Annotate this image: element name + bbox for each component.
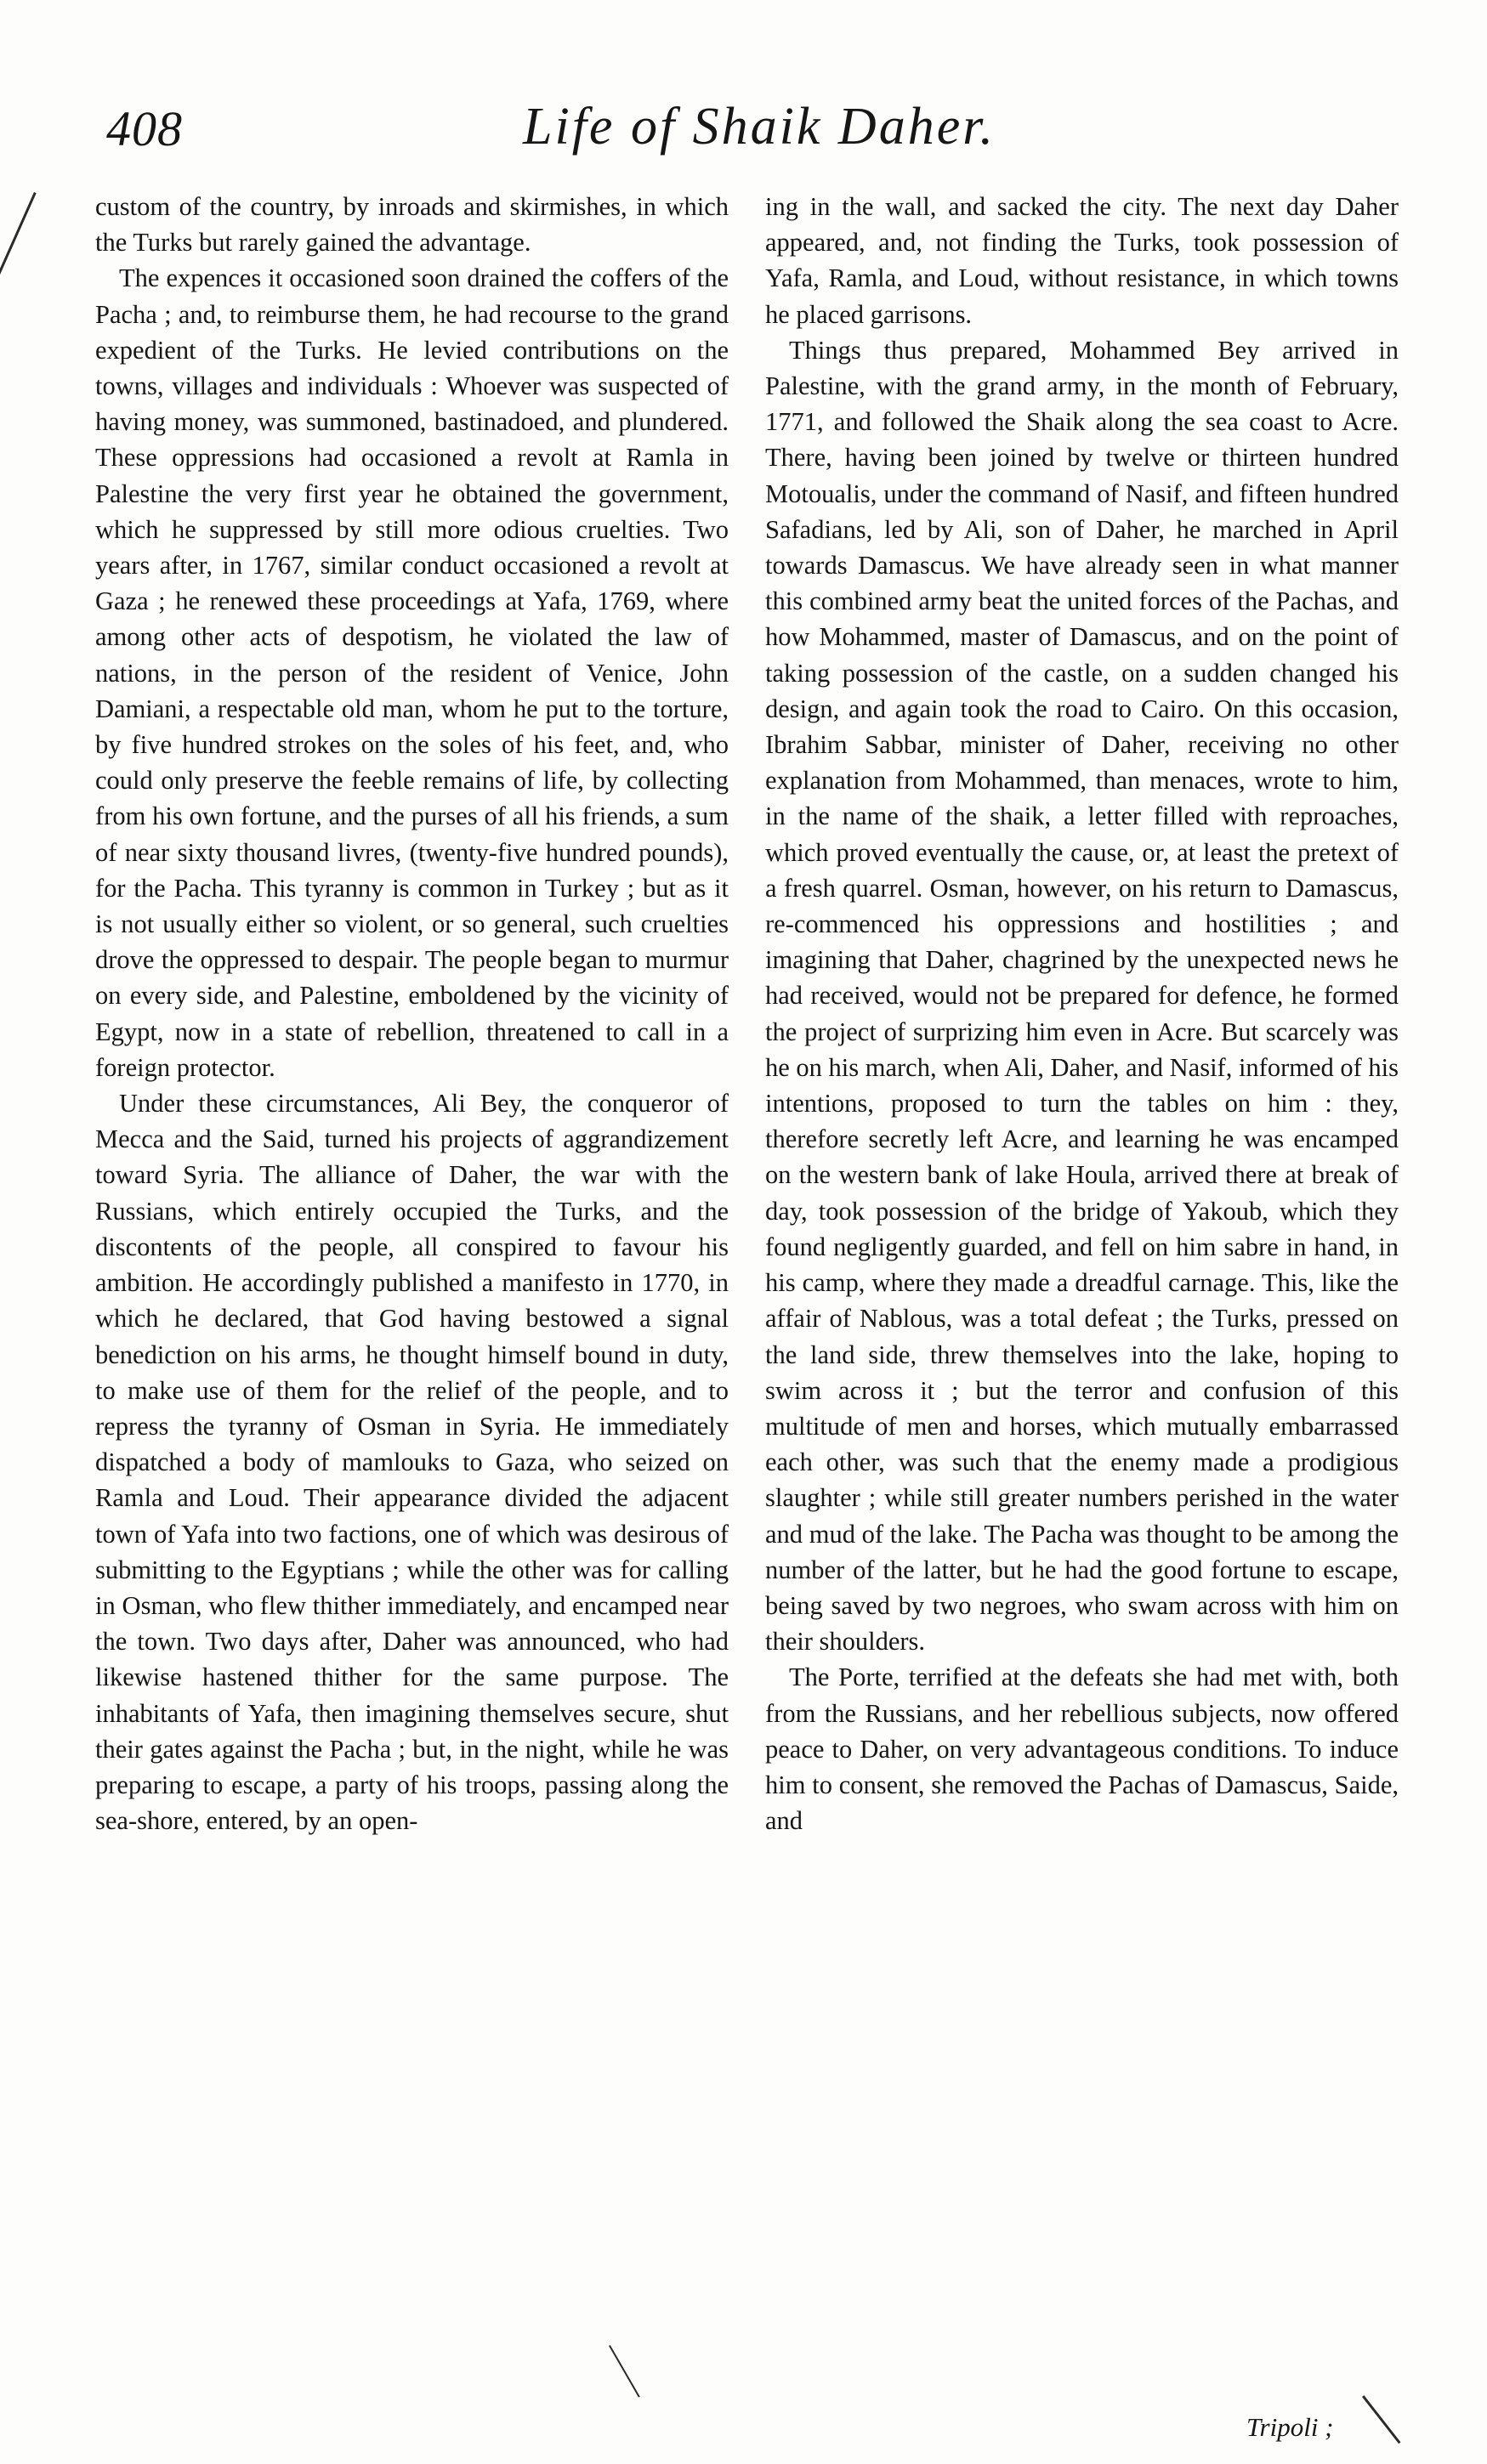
running-head bbox=[106, 100, 1382, 177]
left-column bbox=[95, 189, 729, 1838]
catchword: Tripoli ; bbox=[1246, 2412, 1334, 2442]
margin-pen-mark bbox=[0, 192, 37, 306]
left-paragraph-2: The expences it occasioned soon drained the coffers of the Pacha ; and, to reimburse them, he had recourse to the grand expedient of the Turks. He levied contributions on the towns, villages and individuals : Whoever was suspected of having money, was summoned, bastinadoed, and plundered. These oppressions had occasioned a revolt at Ramla in Palestine the very first year he obtained the government, which he suppressed by still more odious cruelties. Two years after, in 1767, similar conduct occasioned a revolt at Gaza ; he renewed these proceedings at Yafa, 1769, where among other acts of despotism, he violated the law of nations, in the person of the resident of Venice, John Damiani, a respectable old man, whom he put to the torture, by five hundred strokes on the soles of his feet, and, who could only preserve the feeble remains of life, by collecting from his own fortune, and the purses of all his friends, a sum of near sixty thousand livres, (twenty-five hundred pounds), for the Pacha. This tyranny is common in Turkey ; but as it is not usually either so violent, or so general, such cruelties drove the oppressed to despair. The people began to murmur on every side, and Palestine, emboldened by the vicinity of Egypt, now in a state of rebellion, threatened to call in a foreign protector. bbox=[95, 263, 729, 1082]
margin-pen-mark bbox=[1362, 2395, 1400, 2444]
left-paragraph-1: custom of the country, by inroads and skirmishes, in which the Turks but rarely gained the advantage. bbox=[95, 192, 729, 258]
right-paragraph-3: The Porte, terrified at the defeats she had met with, both from the Russians, and her rebellious subjects, now offered peace to Daher, on very advantageous conditions. To induce him to consent, she removed the Pachas of Damascus, Saide, and bbox=[765, 1662, 1399, 1836]
left-paragraph-3: Under these circumstances, Ali Bey, the conqueror of Mecca and the Said, turned his projects of aggrandizement toward Syria. The alliance of Daher, the war with the Russians, which entirely occupied the Turks, and the discontents of the people, all conspired to favour his ambition. He accordingly published a manifesto in 1770, in which he declared, that God having bestowed a signal benediction on his arms, he thought himself bound in duty, to make use of them for the relief of the people, and to repress the tyranny of Osman in Syria. He immediately dispatched a body of mamlouks to Gaza, who seized on Ramla and Loud. Their appearance divided the adjacent town of Yafa into two factions, one of which was desirous of submitting to the Egyptians ; while the other was for calling in Osman, who flew thither immediately, and encamped near the town. Two days after, Daher was announced, who had likewise hastened thither for the same purpose. The inhabitants of Yafa, then imagining themselves secure, shut their gates against the Pacha ; but, in the night, while he was preparing to escape, a party of his troops, passing along the sea-shore, entered, by an open- bbox=[95, 1089, 729, 1836]
right-paragraph-1: ing in the wall, and sacked the city. The next day Daher appeared, and, not finding the Turks, took possession of Yafa, Ramla, and Loud, without resistance, in which towns he placed garrisons. bbox=[765, 192, 1399, 329]
page-number: 408 bbox=[106, 101, 183, 156]
right-column bbox=[765, 189, 1399, 1838]
right-paragraph-2: Things thus prepared, Mohammed Bey arrived in Palestine, with the grand army, in the month of February, 1771, and followed the Shaik along the sea coast to Acre. There, having been joined by twelve or thirteen hundred Motoualis, under the command of Nasif, and fifteen hundred Safadians, led by Ali, son of Daher, he marched in April towards Damascus. We have already seen in what manner this combined army beat the united forces of the Pachas, and how Mohammed, master of Damascus, and on the point of taking possession of the castle, on a sudden changed his design, and again took the road to Cairo. On this occasion, Ibrahim Sabbar, minister of Daher, receiving no other explanation from Mohammed, than menaces, wrote to him, in the name of the shaik, a letter filled with reproaches, which proved eventually the cause, or, at least the pretext of a fresh quarrel. Osman, however, on his return to Damascus, re-commenced his oppressions and hostilities ; and imagining that Daher, chagrined by the unexpected news he had received, would not be prepared for defence, he formed the project of surprizing him even in Acre. But scarcely was he on his march, when Ali, Daher, and Nasif, informed of his intentions, proposed to turn the tables on him : they, therefore secretly left Acre, and learning he was encamped on the western bank of lake Houla, arrived there at break of day, took possession of the bridge of Yakoub, which they found negligently guarded, and fell on him sabre in hand, in his camp, where they made a dreadful carnage. This, like the affair of Nablous, was a total defeat ; the Turks, pressed on the land side, threw themselves into the lake, hoping to swim across it ; but the terror and confusion of this multitude of men and horses, which mutually embarrassed each other, was such that the enemy made a prodigious slaughter ; while still greater numbers perished in the water and mud of the lake. The Pacha was thought to be among the number of the latter, but he had the good fortune to escape, being saved by two negroes, who swam across with him on their shoulders. bbox=[765, 335, 1399, 1657]
margin-pen-mark bbox=[609, 2345, 640, 2398]
running-title: Life of Shaik Daher. bbox=[523, 98, 996, 156]
